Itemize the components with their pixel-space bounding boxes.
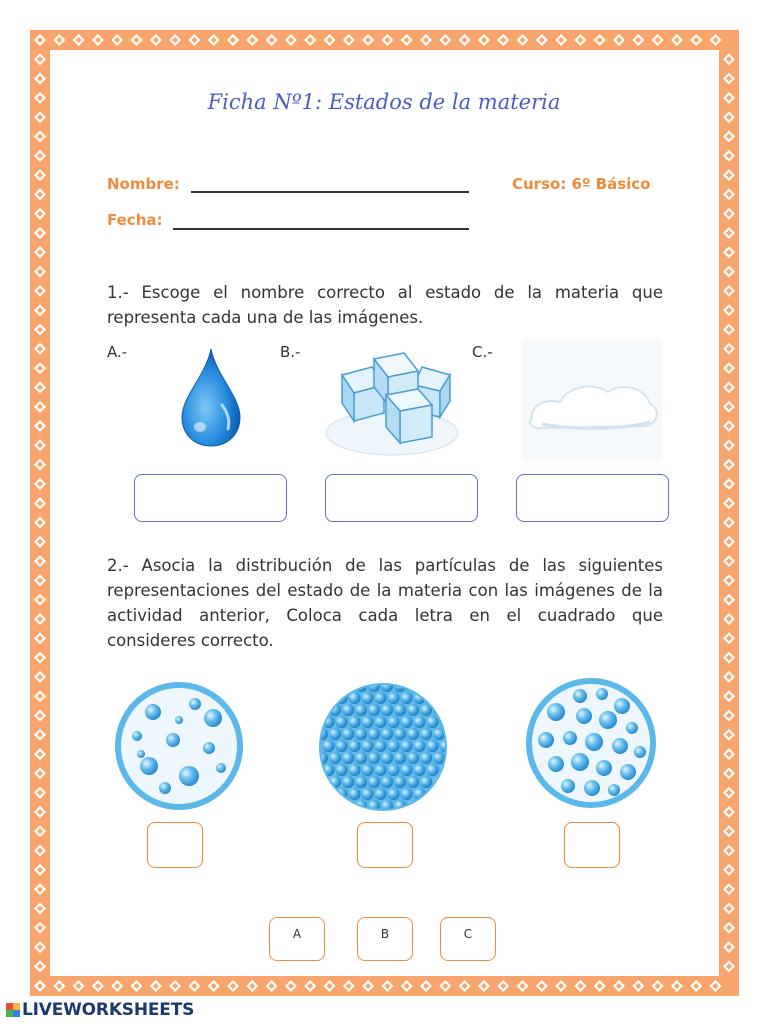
border-diamond [34,690,46,702]
solid-particle [401,788,413,800]
border-diamond [517,980,529,992]
border-diamond [723,613,735,625]
border-diamond [723,73,735,85]
border-diamond [92,980,104,992]
solid-particle [349,716,361,728]
solid-particle [349,764,361,776]
border-diamond [324,34,336,46]
border-diamond [34,401,46,413]
solid-particle [375,716,387,728]
option-b-label: B.- [280,343,301,361]
border-diamond [227,34,239,46]
solid-particle [401,740,413,752]
border-diamond [459,34,471,46]
border-diamond [632,980,644,992]
border-diamond [34,825,46,837]
solid-particle [388,740,400,752]
solid-particle [342,776,354,788]
solid-particle [329,728,341,740]
border-diamond [34,517,46,529]
worksheet-title: Ficha Nº1: Estados de la materia [207,90,561,114]
solid-particle [362,788,374,800]
solid-particle [323,788,335,800]
border-diamond [723,131,735,143]
water-drop-icon [176,345,246,450]
solid-particle [420,800,432,812]
solid-particle [394,776,406,788]
border-diamond [652,34,664,46]
solid-particle [316,680,328,692]
border-diamond [574,34,586,46]
border-diamond [723,864,735,876]
border-diamond [632,34,644,46]
border-diamond [652,980,664,992]
solid-particle [427,764,439,776]
solid-particle [368,752,380,764]
solid-particle [433,800,445,812]
border-diamond [478,980,490,992]
border-diamond [266,980,278,992]
border-diamond [34,343,46,355]
solid-particle [381,680,393,692]
border-diamond [34,536,46,548]
solid-particle [394,752,406,764]
border-diamond [34,53,46,65]
letter-tile-a[interactable]: A [269,917,325,961]
solid-particle [446,680,450,692]
border-diamond [34,980,46,992]
letter-tile-b[interactable]: B [357,917,413,961]
solid-particle [388,692,400,704]
border-diamond [723,459,735,471]
border-diamond [723,188,735,200]
border-diamond [34,131,46,143]
border-diamond [690,980,702,992]
border-diamond [34,652,46,664]
border-diamond [34,324,46,336]
border-diamond [401,34,413,46]
answer-a-input[interactable] [134,474,287,522]
border-diamond [208,980,220,992]
border-diamond [723,304,735,316]
solid-particle [329,752,341,764]
border-diamond [111,980,123,992]
solid-particle [407,704,419,716]
border-diamond [723,208,735,220]
solid-particle [316,776,328,788]
solid-particle [336,716,348,728]
border-diamond [34,710,46,722]
border-diamond [723,246,735,258]
answer-b-input[interactable] [325,474,478,522]
border-diamond [671,980,683,992]
solid-particle [342,728,354,740]
border-diamond [723,362,735,374]
border-diamond [34,922,46,934]
solid-particle [323,692,335,704]
border-diamond [723,401,735,413]
solid-particle [375,764,387,776]
solid-particle [362,692,374,704]
border-diamond [723,767,735,779]
liveworksheets-icon [6,1003,20,1017]
border-diamond [723,439,735,451]
border-diamond [34,381,46,393]
border-diamond [723,594,735,606]
border-diamond [723,53,735,65]
solid-particle [414,764,426,776]
solid-particle [316,800,328,812]
solid-particle [362,740,374,752]
border-diamond [459,980,471,992]
border-diamond [246,34,258,46]
border-diamond [34,671,46,683]
brand-text: LIVEWORKSHEETS [22,1000,195,1020]
border-diamond [723,150,735,162]
gas-particles-icon [113,680,245,812]
solid-particle [342,704,354,716]
border-diamond [34,806,46,818]
solid-particle [355,752,367,764]
border-diamond [34,497,46,509]
border-diamond [34,903,46,915]
fecha-line[interactable] [173,228,469,230]
solid-particle [446,776,450,788]
border-diamond [304,34,316,46]
solid-particle [368,704,380,716]
border-diamond [555,980,567,992]
border-diamond [723,381,735,393]
border-diamond [131,34,143,46]
border-diamond [671,34,683,46]
border-diamond [723,748,735,760]
border-diamond [420,980,432,992]
border-diamond [420,34,432,46]
question-1-text: 1.- Escoge el nombre correcto al estado de la materia que representa cada una de las imágenes. [107,283,663,327]
solid-particle [381,752,393,764]
border-diamond [34,864,46,876]
border-diamond [111,34,123,46]
border-diamond [723,169,735,181]
border-diamond [478,34,490,46]
solid-particle [362,716,374,728]
border-diamond [169,980,181,992]
border-diamond [227,980,239,992]
solid-particle [440,788,451,800]
border-diamond [208,34,220,46]
border-diamond [497,34,509,46]
solid-particle [420,752,432,764]
border-diamond [343,34,355,46]
border-diamond [723,517,735,529]
border-diamond [723,941,735,953]
border-diamond [34,34,46,46]
solid-particle [388,788,400,800]
solid-particle [446,704,450,716]
border-diamond [723,324,735,336]
border-diamond [34,787,46,799]
solid-particle [355,776,367,788]
border-diamond [34,227,46,239]
solid-particle [414,716,426,728]
border-diamond [723,555,735,567]
border-diamond [723,574,735,586]
border-diamond [34,748,46,760]
border-diamond [555,34,567,46]
border-diamond [53,980,65,992]
border-diamond [188,980,200,992]
border-diamond [53,34,65,46]
border-diamond [34,73,46,85]
border-diamond [34,883,46,895]
border-diamond [723,825,735,837]
drop-box-1[interactable] [147,822,203,868]
border-diamond [34,459,46,471]
solid-particle [414,740,426,752]
border-diamond [34,594,46,606]
fecha-label: Fecha: [107,211,163,229]
nombre-label: Nombre: [107,175,180,193]
border-diamond [723,690,735,702]
border-diamond [723,478,735,490]
border-diamond [131,980,143,992]
solid-particle [381,728,393,740]
border-diamond [34,150,46,162]
border-diamond [723,652,735,664]
solid-particle [427,740,439,752]
border-diamond [497,980,509,992]
border-diamond [34,285,46,297]
liquid-particles-icon [524,676,658,810]
solid-particle [427,716,439,728]
border-diamond [723,903,735,915]
border-diamond [723,497,735,509]
solid-particle [368,776,380,788]
border-diamond [723,729,735,741]
solid-particle [446,800,450,812]
border-diamond [574,980,586,992]
border-diamond [266,34,278,46]
solid-particle [381,704,393,716]
solid-particle [349,740,361,752]
border-diamond [34,729,46,741]
solid-particle [401,764,413,776]
border-diamond [304,980,316,992]
border-diamond [710,980,722,992]
border-diamond [34,439,46,451]
solid-particle [401,692,413,704]
border-diamond [723,883,735,895]
solid-particle [355,704,367,716]
liveworksheets-logo[interactable] [6,998,194,1022]
border-diamond [34,845,46,857]
border-diamond [150,980,162,992]
border-diamond [723,285,735,297]
border-diamond [169,34,181,46]
solid-particle [368,728,380,740]
border-diamond [594,34,606,46]
border-diamond [34,767,46,779]
solid-particle [349,788,361,800]
border-diamond [34,362,46,374]
solid-particle [316,704,328,716]
solid-particle [355,728,367,740]
solid-particle [336,764,348,776]
border-diamond [34,632,46,644]
border-diamond [401,980,413,992]
border-diamond [723,227,735,239]
curso-label: Curso: 6º Básico [512,175,651,193]
border-diamond [92,34,104,46]
border-diamond [381,980,393,992]
border-diamond [723,845,735,857]
solid-particle [420,776,432,788]
border-diamond [188,34,200,46]
border-diamond [34,478,46,490]
solid-particle [375,740,387,752]
solid-particle [388,764,400,776]
border-diamond [34,304,46,316]
border-diamond [723,266,735,278]
question-2-text: 2.- Asocia la distribución de las partículas de las siguientes representaciones del estado de la materia con las imágenes de la actividad anterior, Coloca cada letra en el cuadrado que consideres correcto. [107,556,663,650]
border-diamond [73,980,85,992]
solid-particle [329,800,341,812]
border-diamond [723,806,735,818]
border-diamond [34,188,46,200]
option-a-label: A.- [107,343,128,361]
border-diamond [34,960,46,972]
ice-cubes-icon [322,345,462,460]
border-diamond [439,34,451,46]
solid-particle [420,728,432,740]
border-diamond [34,169,46,181]
letter-tile-c[interactable]: C [440,917,496,961]
border-diamond [34,613,46,625]
solid-particle [362,764,374,776]
border-diamond [343,980,355,992]
border-diamond [324,980,336,992]
border-diamond [362,34,374,46]
solid-particle [375,692,387,704]
border-diamond [34,574,46,586]
border-diamond [613,980,625,992]
border-diamond [613,34,625,46]
cloud-icon [522,340,662,460]
solid-particle [375,788,387,800]
solid-particle [388,716,400,728]
solid-particle [446,728,450,740]
border-diamond [34,941,46,953]
answer-c-input[interactable] [516,474,669,522]
solid-particle [440,692,451,704]
solid-particle [407,728,419,740]
border-diamond [381,34,393,46]
border-diamond [723,671,735,683]
border-diamond [34,420,46,432]
border-diamond [710,34,722,46]
solid-particle [342,680,354,692]
border-diamond [594,980,606,992]
border-diamond [723,787,735,799]
drop-box-3[interactable] [564,822,620,868]
border-diamond [34,555,46,567]
solid-particles-icon [316,680,450,814]
solid-particle [401,716,413,728]
nombre-line[interactable] [191,191,469,193]
solid-particle [323,740,335,752]
border-diamond [536,980,548,992]
border-diamond [34,246,46,258]
border-diamond [690,34,702,46]
solid-particle [336,740,348,752]
border-diamond [285,980,297,992]
border-diamond [285,34,297,46]
solid-particle [394,728,406,740]
border-diamond [723,710,735,722]
solid-particle [407,776,419,788]
border-diamond [723,536,735,548]
border-diamond [723,343,735,355]
border-diamond [517,34,529,46]
solid-particle [433,680,445,692]
solid-particle [381,776,393,788]
border-diamond [439,980,451,992]
solid-particle [394,704,406,716]
border-diamond [246,980,258,992]
border-diamond [34,266,46,278]
border-diamond [723,420,735,432]
border-diamond [150,34,162,46]
solid-particle [342,752,354,764]
border-diamond [73,34,85,46]
solid-particle [420,680,432,692]
border-diamond [536,34,548,46]
border-diamond [723,632,735,644]
drop-box-2[interactable] [357,822,413,868]
option-c-label: C.- [472,343,493,361]
border-diamond [723,922,735,934]
solid-particle [329,680,341,692]
border-diamond [34,208,46,220]
border-diamond [723,960,735,972]
solid-particle [407,752,419,764]
border-diamond [362,980,374,992]
